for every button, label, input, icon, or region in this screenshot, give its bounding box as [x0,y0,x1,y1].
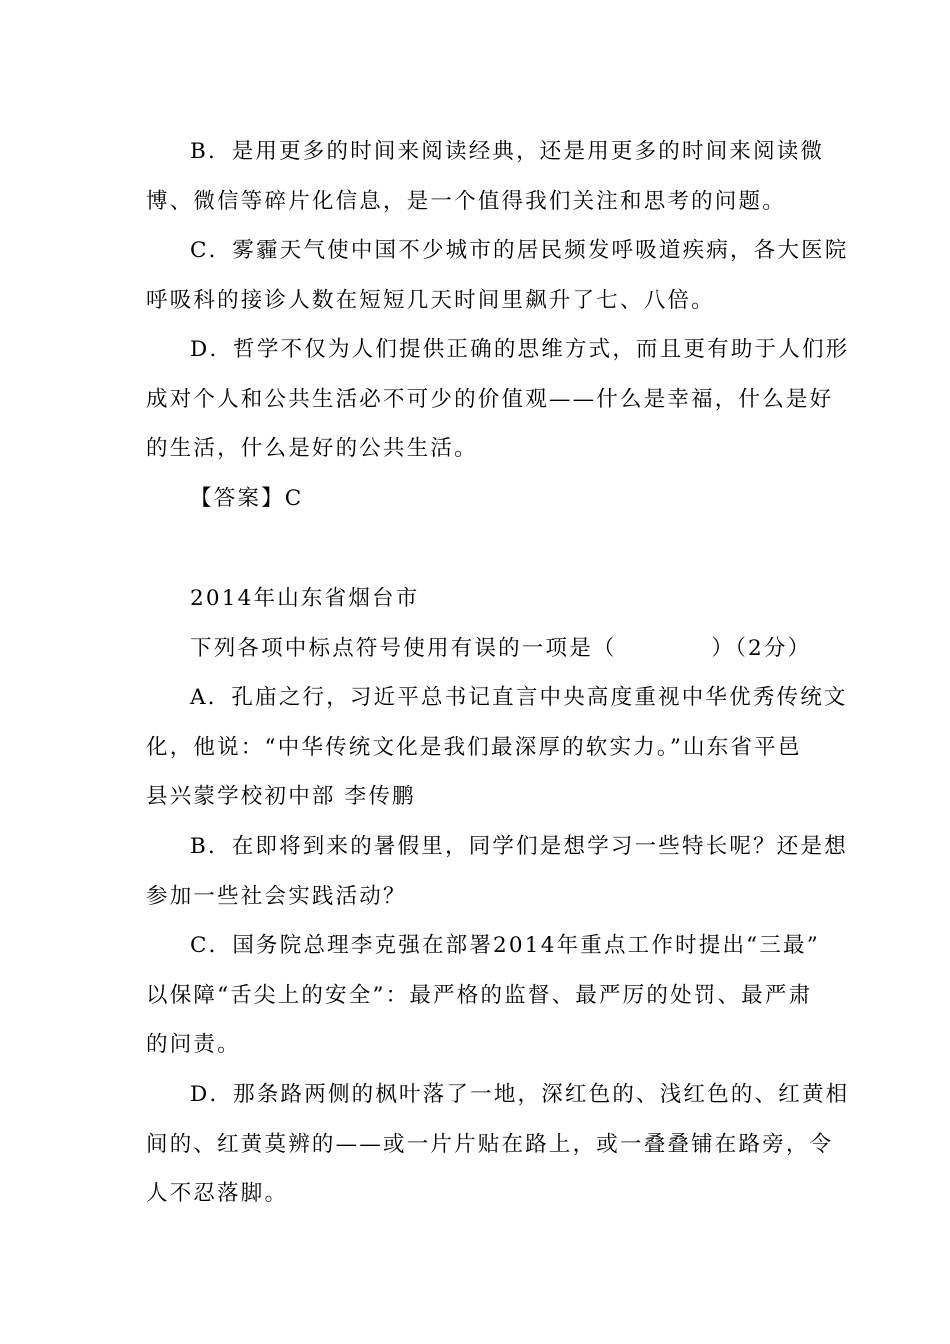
option-a-paragraph [146,673,848,822]
text-line: A．孔庙之行，习近平总书记直言中央高度重视中华优秀传统文 [190,685,848,710]
text-line: D．哲学不仅为人们提供正确的思维方式，而且更有助于人们形 [190,337,850,362]
option-b-paragraph [146,127,825,226]
section-title [146,574,808,624]
text-line: C．国务院总理李克强在部署2014年重点工作时提出“三最” [190,933,820,958]
text-line: 化，他说：“中华传统文化是我们最深厚的软实力。”山东省平邑 [146,734,802,760]
text-line: 县兴蒙学校初中部 李传鹏 [146,784,416,809]
text-line: B．在即将到来的暑假里，同学们是想学习一些特长呢？还是想 [190,834,848,859]
option-c-paragraph [146,226,849,325]
question-stem [146,624,812,674]
text-line: 的问责。 [146,1032,241,1057]
answer-paragraph [146,474,808,524]
text-line: 以保障“舌尖上的安全”：最严格的监督、最严厉的处罚、最严肃 [146,982,813,1008]
text-line: D．那条路两侧的枫叶落了一地，深红色的、浅红色的、红黄相 [190,1082,850,1107]
text-line: 间的、红黄莫辨的——或一片片贴在路上，或一叠叠铺在路旁，令 [146,1131,834,1157]
text-line: 呼吸科的接诊人数在短短几天时间里飙升了七、八倍。 [146,287,715,313]
text-line: 成对个人和公共生活必不可少的价值观——什么是幸福，什么是好 [146,386,834,412]
text-line: 的生活，什么是好的公共生活。 [146,436,478,461]
answer-text: 【答案】C [190,486,304,511]
option-d-paragraph [146,1070,850,1219]
text-line: C．雾霾天气使中国不少城市的居民频发呼吸道疾病，各大医院 [190,238,849,263]
option-d-paragraph [146,325,850,474]
section-title-text: 2014年山东省烟台市 [190,586,420,611]
text-line: 博、微信等碎片化信息，是一个值得我们关注和思考的问题。 [146,188,786,214]
question-stem-text: 下列各项中标点符号使用有误的一项是（ ）（2分） [190,636,812,661]
text-line: 参加一些社会实践活动？ [146,883,407,909]
option-c-paragraph [146,921,820,1070]
option-b-paragraph [146,822,848,921]
text-line: B．是用更多的时间来阅读经典，还是用更多的时间来阅读微 [190,139,825,164]
text-line: 人不忍落脚。 [146,1181,289,1206]
